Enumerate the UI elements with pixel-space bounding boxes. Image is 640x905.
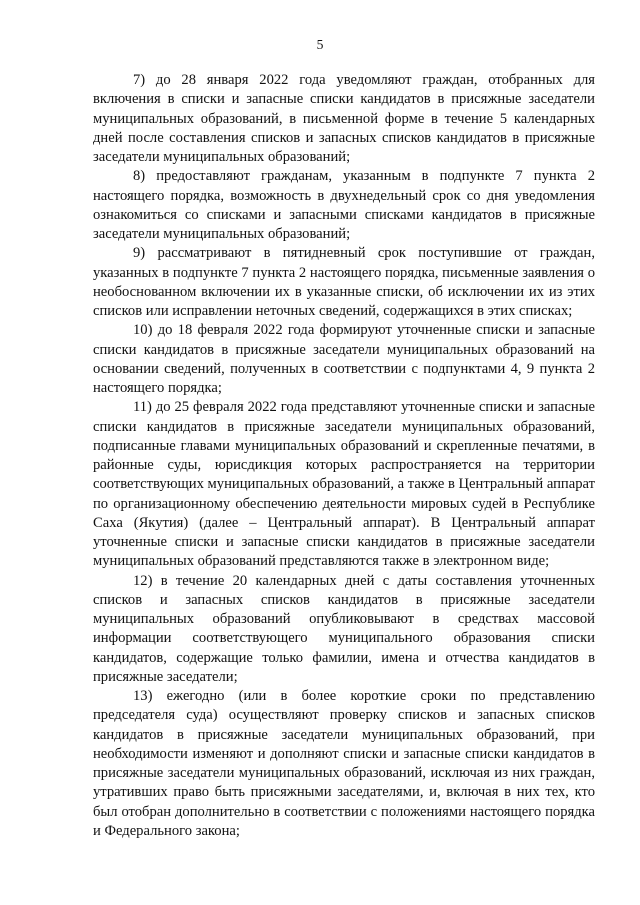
paragraph-item-9: 9) рассматривают в пятидневный срок поступившие от граждан, указанных в подпункте 7 пункта 2 настоящего порядка, письменные заявления о необоснованном включении их в указанные списки, об исключении их из этих списков или исправлении неточных сведений, содержащихся в этих списках; [93, 245, 595, 319]
paragraph-item-11: 11) до 25 февраля 2022 года представляют уточненные списки и запасные списки кандидатов в присяжные заседатели муниципальных образований, подписанные главами муниципальных образований и скрепленные печатями, в районные суды, юрисдикция которых распространяется на территории соответствующих муниципальных образований, а также в Центральный аппарат по организационному обеспечению деятельности мировых судей в Республике Саха (Якутия) (далее – Центральный аппарат). В Центральный аппарат уточненные списки и запасные списки кандидатов в присяжные заседатели муниципальных образований представляются также в электронном виде; [93, 399, 595, 570]
paragraph-item-12: 12) в течение 20 календарных дней с даты составления уточненных списков и запасных списков кандидатов в присяжные заседатели муниципальных образований опубликовывают в средствах массовой информации соответствующего муниципального образования списки кандидатов, содержащие только фамилии, имена и отчества кандидатов в присяжные заседатели; [93, 572, 595, 685]
paragraph-item-8: 8) предоставляют гражданам, указанным в подпункте 7 пункта 2 настоящего порядка, возможность в двухнедельный срок со дня уведомления ознакомиться со списками и запасными списками кандидатов в присяжные заседатели муниципальных образований; [93, 168, 595, 242]
paragraph-item-13: 13) ежегодно (или в более короткие сроки по представлению председателя суда) осуществляют проверку списков и запасных списков кандидатов в присяжные заседатели муниципальных образований, при необходимости изменяют и дополняют списки и запасные списки кандидатов в присяжные заседатели муниципальных образований, исключая из них граждан, утративших право быть присяжными заседателями, и, включая в них тех, кто был отобран дополнительно в соответствии с положениями настоящего порядка и Федерального закона; [93, 688, 595, 839]
page-number: 5 [316, 37, 324, 52]
paragraph-item-7: 7) до 28 января 2022 года уведомляют граждан, отобранных для включения в списки и запасные списки кандидатов в присяжные заседатели муниципальных образований, в письменной форме в течение 5 календарных дней после составления списков и запасных списков кандидатов в присяжные заседатели муниципальных образований; [93, 72, 595, 165]
paragraph-item-10: 10) до 18 февраля 2022 года формируют уточненные списки и запасные списки кандидатов в присяжные заседатели муниципальных образований на основании сведений, полученных в соответствии с подпунктами 4, 9 пункта 2 настоящего порядка; [93, 322, 595, 396]
document-body [93, 71, 595, 841]
